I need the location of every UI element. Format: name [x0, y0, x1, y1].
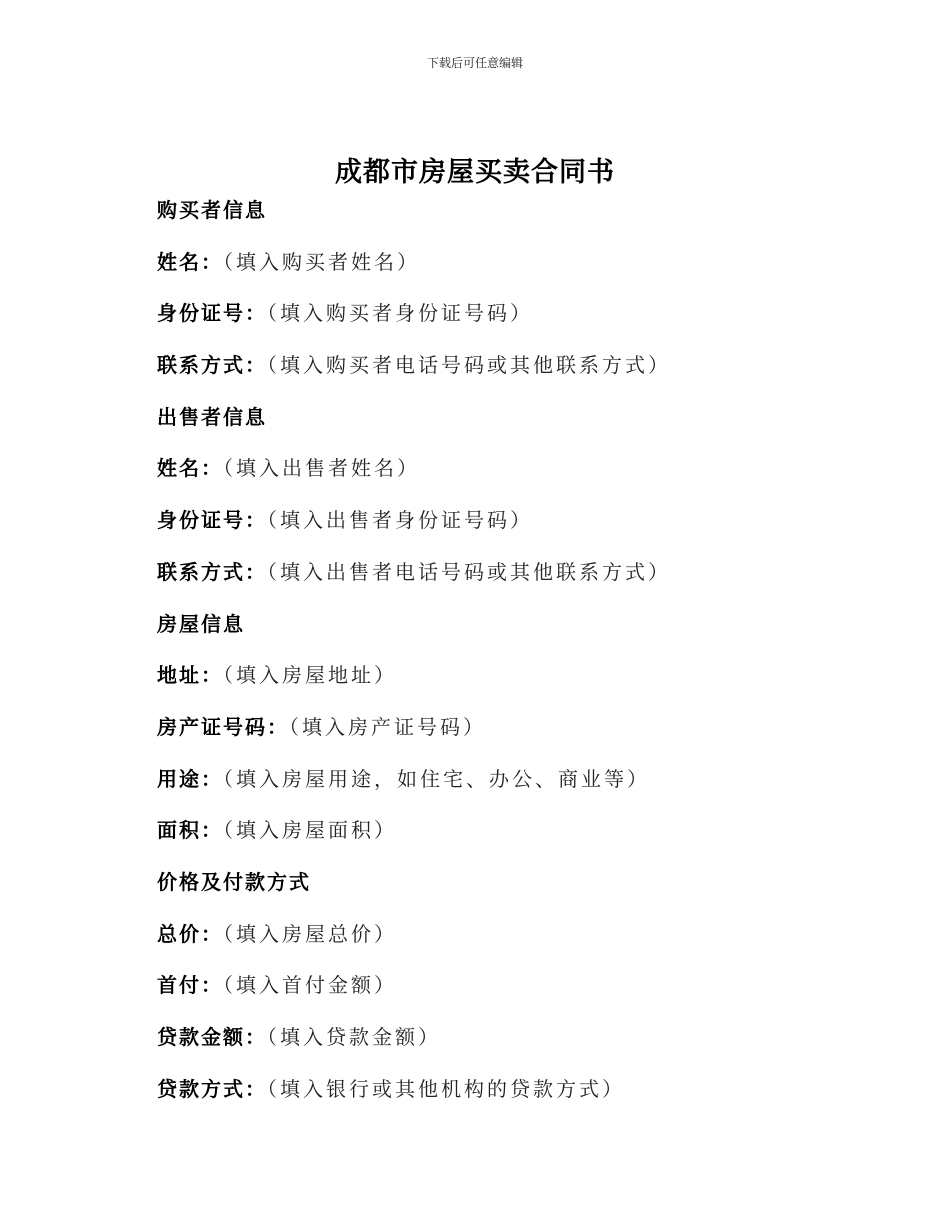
field-label: 首付： — [157, 973, 223, 998]
property-area-row — [157, 816, 857, 868]
section-heading-buyer-info: 购买者信息 — [157, 198, 267, 222]
field-value: （填入房屋地址） — [223, 663, 397, 688]
property-certificate-row — [157, 713, 857, 765]
field-value: （填入房产证号码） — [289, 714, 486, 739]
field-value: （填入购买者电话号码或其他联系方式） — [267, 353, 671, 378]
seller-name-row — [157, 454, 857, 506]
total-price-row — [157, 920, 857, 972]
loan-method-row — [157, 1075, 857, 1127]
section-heading-price-payment: 价格及付款方式 — [157, 869, 311, 894]
field-label: 房产证号码： — [157, 714, 289, 739]
field-label: 地址： — [157, 663, 223, 688]
field-label: 姓名： — [157, 456, 223, 481]
field-value: （填入房屋用途，如住宅、办公、商业等） — [223, 766, 650, 791]
field-label: 总价： — [157, 921, 223, 946]
loan-amount-row — [157, 1023, 857, 1075]
buyer-name-row — [157, 248, 857, 300]
field-value: （填入购买者身份证号码） — [267, 301, 533, 326]
field-value: （填入出售者姓名） — [223, 456, 420, 481]
buyer-contact-row — [157, 351, 857, 403]
field-value: （填入房屋面积） — [223, 818, 397, 843]
down-payment-row — [157, 971, 857, 1023]
field-value: （填入出售者身份证号码） — [267, 508, 533, 533]
field-label: 联系方式： — [157, 353, 267, 378]
page-header-note: 下载后可任意编辑 — [426, 56, 523, 70]
seller-id-row — [157, 506, 857, 558]
field-value: （填入首付金额） — [223, 973, 397, 998]
document-title: 成都市房屋买卖合同书 — [335, 157, 615, 188]
document-body — [157, 196, 857, 1126]
seller-contact-row — [157, 558, 857, 610]
field-label: 姓名： — [157, 249, 223, 274]
field-label: 联系方式： — [157, 559, 267, 584]
property-address-row — [157, 661, 857, 713]
buyer-id-row — [157, 299, 857, 351]
field-value: （填入房屋总价） — [223, 921, 397, 946]
field-label: 用途： — [157, 766, 223, 791]
field-value: （填入贷款金额） — [267, 1025, 441, 1049]
field-label: 贷款金额： — [157, 1025, 267, 1049]
field-value: （填入出售者电话号码或其他联系方式） — [267, 559, 671, 584]
field-label: 贷款方式： — [157, 1076, 267, 1101]
field-label: 面积： — [157, 818, 223, 843]
section-heading-property-info: 房屋信息 — [157, 611, 245, 636]
property-usage-row — [157, 765, 857, 817]
field-label: 身份证号： — [157, 508, 267, 533]
field-label: 身份证号： — [157, 301, 267, 326]
section-heading-seller-info: 出售者信息 — [157, 404, 267, 429]
field-value: （填入银行或其他机构的贷款方式） — [267, 1076, 625, 1101]
field-value: （填入购买者姓名） — [223, 249, 420, 274]
